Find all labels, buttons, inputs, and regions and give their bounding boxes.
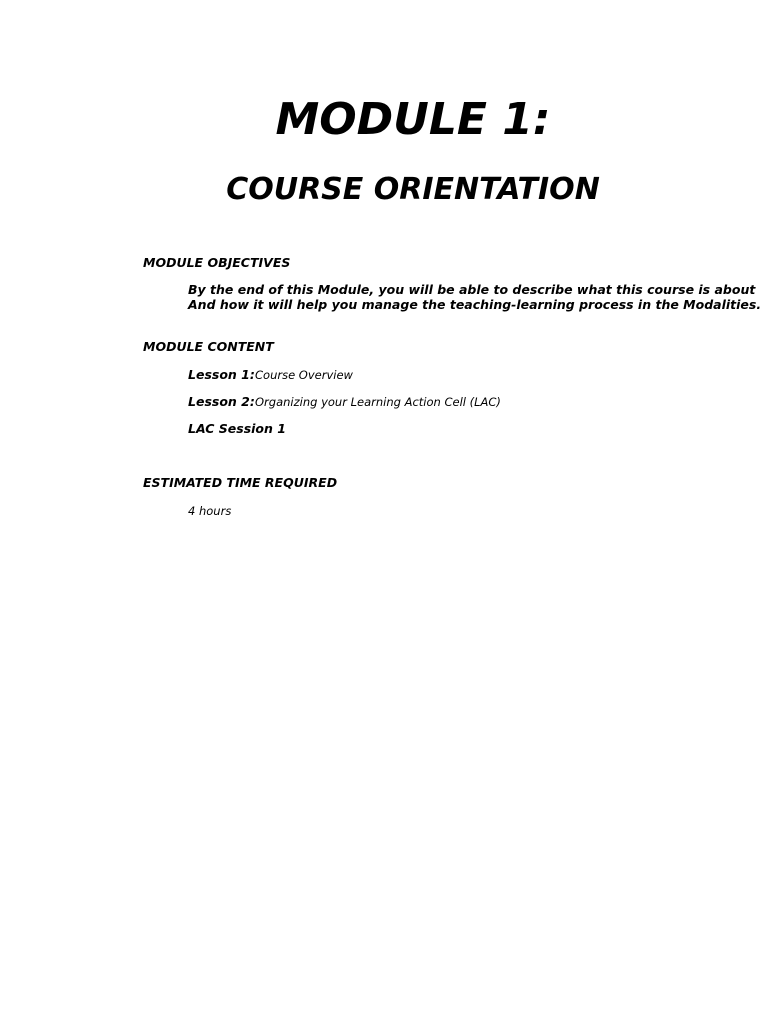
module-title: MODULE 1: bbox=[275, 94, 551, 145]
objectives-heading: MODULE OBJECTIVES bbox=[143, 255, 291, 270]
content-heading: MODULE CONTENT bbox=[143, 339, 274, 354]
time-value: 4 hours bbox=[188, 504, 232, 518]
module-subtitle: COURSE ORIENTATION bbox=[226, 172, 600, 207]
lesson-label: Lesson 1: bbox=[188, 367, 255, 382]
time-heading: ESTIMATED TIME REQUIRED bbox=[143, 475, 338, 490]
lac-session: LAC Session 1 bbox=[188, 421, 286, 436]
objectives-line-1: By the end of this Module, you will be able to describe what this course is about bbox=[188, 282, 756, 297]
objectives-line-2: And how it will help you manage the teaching-learning process in the Modalities. bbox=[188, 297, 762, 312]
lesson-label: Lesson 2: bbox=[188, 394, 255, 409]
lesson-item bbox=[188, 394, 501, 410]
lesson-title: Course Overview bbox=[255, 368, 353, 382]
lesson-title: Organizing your Learning Action Cell (LAC) bbox=[255, 395, 501, 409]
lesson-item bbox=[188, 367, 353, 383]
objectives-text bbox=[188, 282, 761, 312]
